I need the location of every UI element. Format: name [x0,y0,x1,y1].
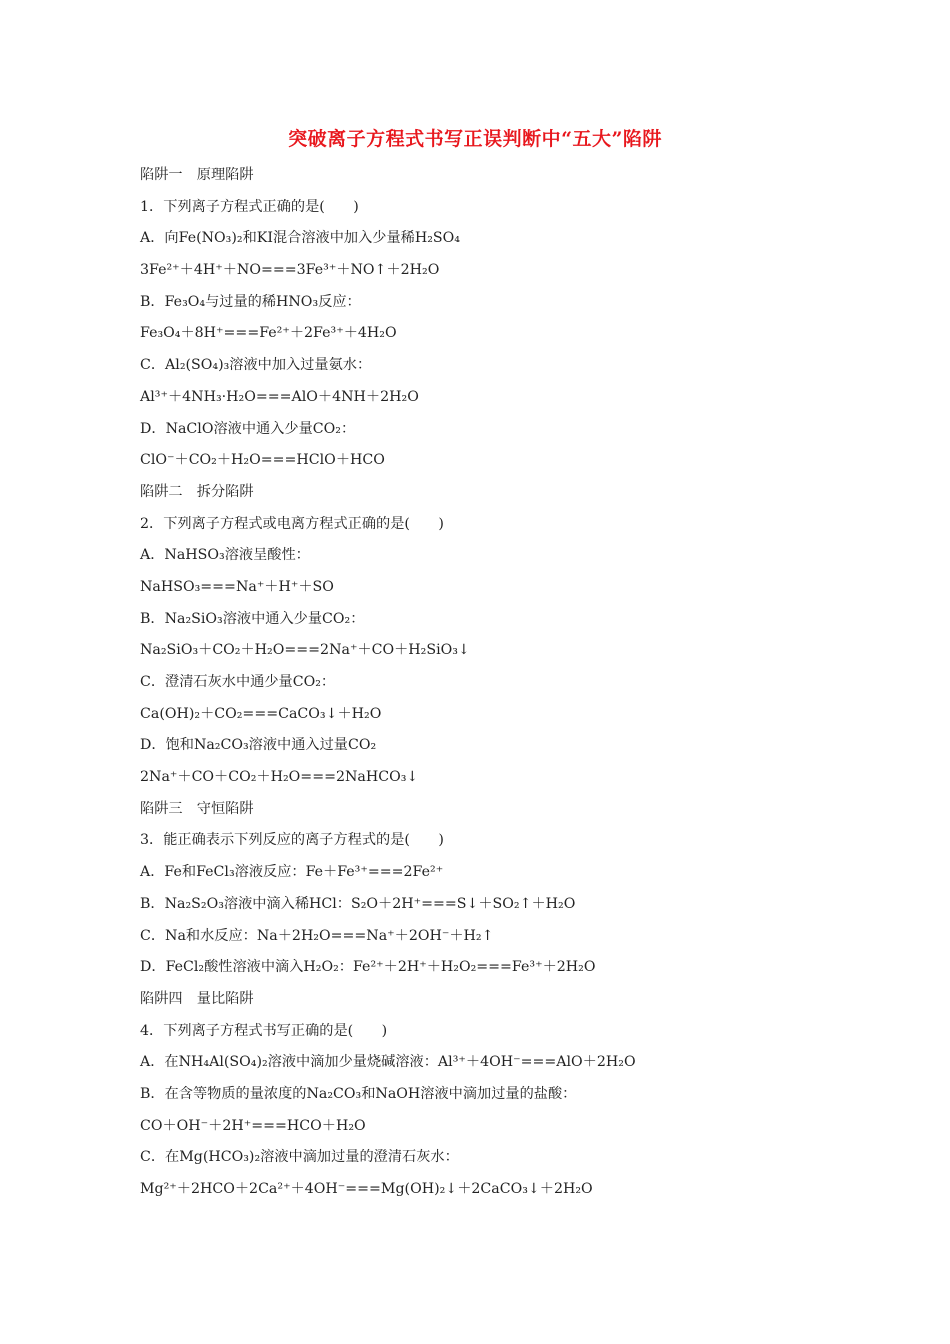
option-line: B．Fe₃O₄与过量的稀HNO₃反应： [140,293,361,310]
option-line: C．Al₂(SO₄)₃溶液中加入过量氨水： [140,357,372,374]
option-line: A．Fe和FeCl₃溶液反应：Fe＋Fe³⁺===2Fe²⁺ [140,864,444,881]
question-stem: 4．下列离子方程式书写正确的是( ) [140,1022,388,1039]
equation-line: 2Na⁺＋CO＋CO₂＋H₂O===2NaHCO₃↓ [140,769,419,786]
option-line: B．Na₂SiO₃溶液中通入少量CO₂： [140,610,365,627]
option-line: A．NaHSO₃溶液呈酸性： [140,547,310,564]
equation-line: CO＋OH⁻＋2H⁺===HCO＋H₂O [140,1117,366,1134]
equation-line: Na₂SiO₃＋CO₂＋H₂O===2Na⁺＋CO＋H₂SiO₃↓ [140,642,470,659]
option-line: C．在Mg(HCO₃)₂溶液中滴加过量的澄清石灰水： [140,1149,459,1166]
equation-line: Fe₃O₄＋8H⁺===Fe²⁺＋2Fe³⁺＋4H₂O [140,325,397,342]
document-body [140,160,900,1206]
option-line: B．在含等物质的量浓度的Na₂CO₃和NaOH溶液中滴加过量的盐酸： [140,1085,577,1102]
option-line: D．NaClO溶液中通入少量CO₂： [140,420,356,437]
page-title: 突破离子方程式书写正误判断中“五大”陷阱 [288,128,662,150]
option-line: D．FeCl₂酸性溶液中滴入H₂O₂：Fe²⁺＋2H⁺＋H₂O₂===Fe³⁺＋2H₂O [140,959,596,976]
option-line: A．在NH₄Al(SO₄)₂溶液中滴加少量烧碱溶液：Al³⁺＋4OH⁻===AlO＋2H₂O [140,1054,636,1071]
option-line: D．饱和Na₂CO₃溶液中通入过量CO₂ [140,737,377,754]
equation-line: Ca(OH)₂＋CO₂===CaCO₃↓＋H₂O [140,705,382,722]
equation-line: Al³⁺＋4NH₃·H₂O===AlO＋4NH＋2H₂O [140,388,419,405]
section-heading: 陷阱二 拆分陷阱 [140,483,254,500]
question-stem: 3．能正确表示下列反应的离子方程式的是( ) [140,832,444,849]
option-line: C．Na和水反应：Na＋2H₂O===Na⁺＋2OH⁻＋H₂↑ [140,927,494,944]
option-line: C．澄清石灰水中通少量CO₂： [140,674,336,690]
option-line: B．Na₂S₂O₃溶液中滴入稀HCl：S₂O＋2H⁺===S↓＋SO₂↑＋H₂O [140,895,576,912]
section-heading: 陷阱一 原理陷阱 [140,167,254,183]
equation-line: ClO⁻＋CO₂＋H₂O===HClO＋HCO [140,452,385,469]
section-heading: 陷阱四 量比陷阱 [140,990,254,1007]
option-line: A．向Fe(NO₃)₂和KI混合溶液中加入少量稀H₂SO₄ [140,230,460,247]
equation-line: Mg²⁺＋2HCO＋2Ca²⁺＋4OH⁻===Mg(OH)₂↓＋2CaCO₃↓＋2H₂O [140,1181,593,1197]
question-stem: 2．下列离子方程式或电离方程式正确的是( ) [140,515,444,532]
question-stem: 1．下列离子方程式正确的是( ) [140,198,359,215]
equation-line: 3Fe²⁺＋4H⁺＋NO===3Fe³⁺＋NO↑＋2H₂O [140,262,440,279]
equation-line: NaHSO₃===Na⁺＋H⁺＋SO [140,578,334,595]
section-heading: 陷阱三 守恒陷阱 [140,800,254,817]
